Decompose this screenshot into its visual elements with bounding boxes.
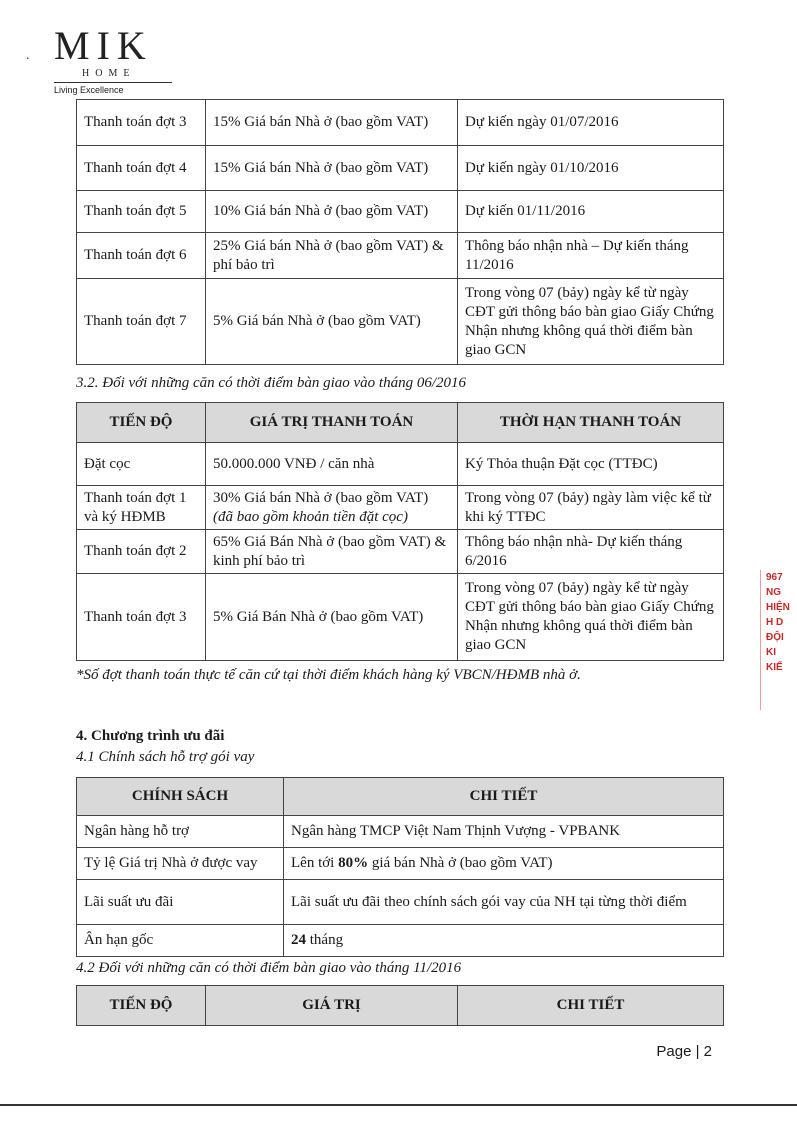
table-row [77,100,724,146]
table-row [77,816,724,848]
table-cell: Đặt cọc [77,443,206,486]
table-row [77,191,724,233]
payment-schedule-table-continued [76,99,724,365]
table-cell: 65% Giá Bán Nhà ở (bao gồm VAT) & kinh phí bảo trì [206,530,458,574]
table-header-row [77,986,724,1026]
table-cell: 10% Giá bán Nhà ở (bao gồm VAT) [206,191,458,233]
red-stamp-fragment: 967 NG HIỆN H D ĐỘI KI KIẾ [760,570,797,710]
table-cell: Thanh toán đợt 6 [77,233,206,279]
table-cell: 15% Giá bán Nhà ở (bao gồm VAT) [206,100,458,146]
table-cell: 50.000.000 VNĐ / căn nhà [206,443,458,486]
value-text: 30% Giá bán Nhà ở (bao gồm VAT) [213,489,429,506]
table-cell: 24 tháng [284,925,724,957]
table-cell: Lãi suất ưu đãi [77,880,284,925]
table-cell: Thông báo nhận nhà – Dự kiến tháng 11/2016 [458,233,724,279]
logo-divider [54,82,172,83]
table-cell: Ngân hàng TMCP Việt Nam Thịnh Vượng - VPBANK [284,816,724,848]
logo-tagline: Living Excellence [54,85,124,95]
column-header: CHI TIẾT [284,778,724,816]
table-row [77,530,724,574]
table-cell: Ký Thỏa thuận Đặt cọc (TTĐC) [458,443,724,486]
loan-policy-table [76,777,724,957]
table-row [77,233,724,279]
table-cell: Dự kiến ngày 01/07/2016 [458,100,724,146]
table-cell: Ân hạn gốc [77,925,284,957]
table-cell: Thông báo nhận nhà- Dự kiến tháng 6/2016 [458,530,724,574]
table-row [77,279,724,365]
table-cell: 5% Giá Bán Nhà ở (bao gồm VAT) [206,574,458,661]
column-header: CHÍNH SÁCH [77,778,284,816]
table-row [77,880,724,925]
table-cell: 15% Giá bán Nhà ở (bao gồm VAT) [206,146,458,191]
table-cell: Lãi suất ưu đãi theo chính sách gói vay của NH tại từng thời điểm [284,880,724,925]
table-cell: 25% Giá bán Nhà ở (bao gồm VAT) & phí bảo trì [206,233,458,279]
table-cell: Trong vòng 07 (bảy) ngày làm việc kể từ khi ký TTĐC [458,486,724,530]
table-row [77,486,724,530]
table-row [77,146,724,191]
table-cell: Tỷ lệ Giá trị Nhà ở được vay [77,848,284,880]
table-cell: Thanh toán đợt 4 [77,146,206,191]
footnote: *Số đợt thanh toán thực tế căn cứ tại thời điểm khách hàng ký VBCN/HĐMB nhà ở. [76,667,581,683]
page-number: Page | 2 [656,1043,712,1060]
logo-sub-text: HOME [82,68,136,79]
column-header: TIẾN ĐỘ [77,986,206,1026]
table-cell: Thanh toán đợt 1 và ký HĐMB [77,486,206,530]
footer-divider [0,1104,797,1106]
column-header: THỜI HẠN THANH TOÁN [458,403,724,443]
table-header-row [77,778,724,816]
table-cell: Trong vòng 07 (bảy) ngày kể từ ngày CĐT gửi thông báo bàn giao Giấy Chứng Nhận nhưng không quá thời điểm bàn giao GCN [458,574,724,661]
column-header: CHI TIẾT [458,986,724,1026]
payment-schedule-table-11-2016 [76,985,724,1026]
section-4-2-heading: 4.2 Đối với những căn có thời điểm bàn giao vào tháng 11/2016 [76,960,462,976]
table-cell: Thanh toán đợt 7 [77,279,206,365]
payment-schedule-table-06-2016 [76,402,724,661]
table-cell: Thanh toán đợt 3 [77,100,206,146]
table-cell: Ngân hàng hỗ trợ [77,816,284,848]
table-cell [206,486,458,530]
table-cell: Thanh toán đợt 3 [77,574,206,661]
section-3-2-heading: 3.2. Đối với những căn có thời điểm bàn giao vào tháng 06/2016 [76,375,466,391]
table-row [77,443,724,486]
value-note: (đã bao gồm khoản tiền đặt cọc) [213,508,408,525]
table-cell: Lên tới 80% giá bán Nhà ở (bao gồm VAT) [284,848,724,880]
section-4-1-heading: 4.1 Chính sách hỗ trợ gói vay [76,749,255,765]
table-cell: Thanh toán đợt 5 [77,191,206,233]
logo-mark: . [26,48,30,63]
logo-main-text: MIK [54,23,153,68]
table-cell: Dự kiến 01/11/2016 [458,191,724,233]
table-row [77,574,724,661]
table-header-row [77,403,724,443]
table-cell: Trong vòng 07 (bảy) ngày kể từ ngày CĐT gửi thông báo bàn giao Giấy Chứng Nhận nhưng không quá thời điểm bàn giao GCN [458,279,724,365]
column-header: GIÁ TRỊ [206,986,458,1026]
table-row [77,848,724,880]
table-cell: Dự kiến ngày 01/10/2016 [458,146,724,191]
table-cell: 5% Giá bán Nhà ở (bao gồm VAT) [206,279,458,365]
table-cell: Thanh toán đợt 2 [77,530,206,574]
section-4-heading: 4. Chương trình ưu đãi [76,728,225,744]
column-header: TIẾN ĐỘ [77,403,206,443]
table-row [77,925,724,957]
column-header: GIÁ TRỊ THANH TOÁN [206,403,458,443]
